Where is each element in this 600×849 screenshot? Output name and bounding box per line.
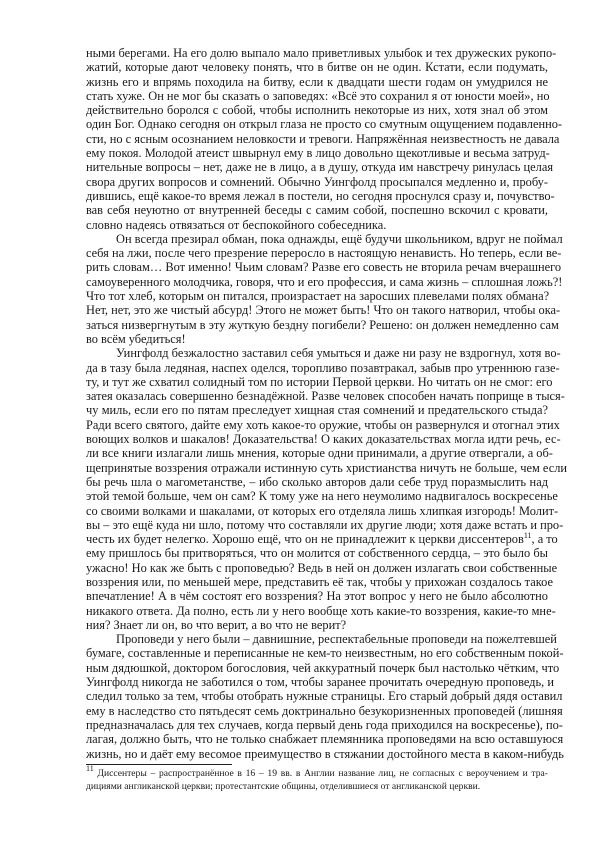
text-line: Ради всего святого, дайте ему хоть какое-то оружие, чтобы он развернулся и отогнал этих bbox=[86, 417, 560, 432]
text-line: рить словам… Вот именно! Чьим словам? Разве его совесть не вторила речам вчерашнего bbox=[86, 260, 562, 275]
text-line: свора других вопросов и сомнений. Обычно Уингфолд просыпался медленно и, пробу- bbox=[86, 174, 548, 189]
text-line: бы речь шла о магометанстве, – ибо сколько авторов дали себе труд поразмыслить над bbox=[86, 474, 548, 489]
text-line: затея оказалась совершенно безнадёжной. Разве человек способен начать поприще в тыся- bbox=[86, 389, 565, 404]
footnote-number: 11 bbox=[86, 764, 94, 773]
footnote bbox=[86, 764, 548, 793]
text-line: предназначалась для тех случаев, когда первый день года приходился на воскресенье), по- bbox=[86, 717, 563, 732]
text-line: воззрения или, по меньшей мере, представить её так, чтобы у прихожан создалось такое bbox=[86, 574, 553, 589]
text-line: воющих волков и шакалов! Доказательства! О каких доказательствах могла идти речь, ес- bbox=[86, 432, 561, 447]
text-line: ему покоя. Молодой атеист швырнул ему в лицо довольно щекотливые и весьма затруд- bbox=[86, 146, 550, 161]
paragraph bbox=[86, 632, 564, 761]
text-line: нительные вопросы – нет, даже не в лицо, а в душу, откуда им навстречу ринулась целая bbox=[86, 160, 554, 175]
text-line bbox=[86, 531, 558, 547]
text-line: себя на лжи, после чего презрение переросло в настоящую ненависть. Но теперь, если ве- bbox=[86, 246, 562, 261]
text-line: ему пришлось бы притворяться, что он молится от собственного сердца, – это было бы bbox=[86, 546, 548, 561]
text-line: ния? Знает ли он, во что верит, а во что не верит? bbox=[86, 617, 347, 632]
text-line: Нет, нет, это же чистый абсурд! Этого не может быть! Что он такого натворил, чтобы ока- bbox=[86, 303, 561, 318]
text-line: ными берегами. На его долю выпало мало приветливых улыбок и тех дружеских рукопо- bbox=[86, 46, 557, 60]
text-line: да в тазу была ледяная, наспех оделся, торопливо позавтракал, забыв про утреннюю газе- bbox=[86, 360, 560, 375]
text-line: лагая, должно быть, что не только снабжает племянника проповедями на всю оставшуюся bbox=[86, 732, 564, 747]
footnote-text: Диссентеры – распространённое в 16 – 19 вв. в Англии название лиц, не согласных с вероучением и тра- bbox=[93, 768, 548, 779]
text-line: чу миль, если его по пятам преследует хищная стая сомнений и предательского стыда? bbox=[86, 403, 548, 418]
body-text bbox=[86, 46, 568, 761]
text-span: честь их будет нелегко. Хорошо ещё, что он не принадлежит к церкви диссентеров bbox=[86, 532, 524, 547]
text-line: впечатление! А в чём состоят его воззрения? На этот вопрос у него не было абсолютно bbox=[86, 589, 548, 604]
text-line: вы – это ещё куда ни шло, потому что составляли их другие люди; хотя даже встать и про- bbox=[86, 517, 564, 532]
text-line: ему в наследство сто пятьдесят семь доктринально безукоризненных проповедей (лишняя bbox=[86, 703, 563, 718]
paragraph bbox=[86, 346, 568, 632]
text-line: один Бог. Однако сегодня он открыл глаза не просто со смутным ощущением подавленно- bbox=[86, 117, 563, 132]
text-line: стать хуже. Он не мог бы сказать о заповедях: «Всё это сохранил я от юности моей», но bbox=[86, 88, 550, 103]
text-line: действительно боролся с собой, чтобы исполнить некоторые из них, хотя знал об этом bbox=[86, 103, 548, 118]
text-line: жизнь, но и даёт ему весомое преимущество в стяжании достойного места в каком-нибудь bbox=[86, 746, 564, 761]
text-line: заться низвергнутым в эту жуткую бездну погибели? Решено: он должен немедленно сам bbox=[86, 317, 559, 332]
text-line: следил только за тем, чтобы отобрать нужные страницы. Его старый добрый дядя оставил bbox=[86, 689, 563, 704]
footnote-line: дициями англиканской церкви; протестантские общины, отделившиеся от англиканской церкви. bbox=[86, 781, 481, 792]
text-line: словно надеясь отвязаться от беспокойного собеседника. bbox=[86, 217, 387, 232]
text-line: ужасно! Но как же быть с проповедью? Ведь в ней он должен излагать свои собственные bbox=[86, 560, 558, 575]
text-line: со своими волками и шакалами, от которых его отделяла лишь хлипкая изгородь! Молит- bbox=[86, 503, 559, 518]
text-line: ли все книги излагали лишь мнения, которые одни принимали, а другие отвергали, а об- bbox=[86, 446, 553, 461]
text-line: во всём убедиться! bbox=[86, 331, 186, 346]
text-line: ту, и тут же схватил солидный том по истории Первой церкви. Но читать он не смог: его bbox=[86, 374, 553, 389]
paragraph bbox=[86, 46, 563, 232]
text-line: Он всегда презирал обман, пока однажды, ещё будучи школьником, вдруг не поймал bbox=[116, 231, 563, 246]
text-line: вав себя неуютно от внутренней беседы с самим собой, поспешно вскочил с кровати, bbox=[86, 203, 548, 218]
footnote-line bbox=[86, 764, 548, 780]
text-line: сти, но с ясным осознанием неловкости и тревоги. Напряжённая неизвестность не давала bbox=[86, 131, 560, 146]
paragraph bbox=[86, 231, 563, 346]
text-line: жизнь его и впрямь походила на битву, если к двадцати шести годам он умудрился не bbox=[86, 74, 548, 89]
text-line: этой темой больше, чем он сам? К тому уже на него неумолимо надвигалось воскресенье bbox=[86, 489, 558, 504]
text-line: бумаге, составленные и переписанные не кем-то неизвестным, но его собственным покой- bbox=[86, 646, 564, 661]
text-line: дившись, ещё какое-то время лежал в постели, но сегодня проснулся сразу и, почувство- bbox=[86, 188, 555, 203]
text-line: Уингфолд никогда не заботился о том, чтобы заранее прочитать очередную проповедь, и bbox=[86, 675, 554, 690]
footnote-reference[interactable]: 11 bbox=[523, 531, 532, 541]
text-line: никакого ответа. Да полно, есть ли у него вообще хоть какие-то воззрения, какие-то мне- bbox=[86, 603, 556, 618]
text-line: самоуверенного молодчика, говоря, что и его профессия, и сама жизнь – сплошная ложь?! bbox=[86, 274, 563, 289]
text-span: , а то bbox=[531, 532, 558, 547]
text-line: Уингфолд безжалостно заставил себя умыться и даже ни разу не вздрогнул, хотя во- bbox=[116, 346, 561, 361]
text-line: Что тот хлеб, которым он питался, произрастает на заросших плевелами полях обмана? bbox=[86, 289, 550, 304]
text-line: Проповеди у него были – давнишние, респектабельные проповеди на пожелтевшей bbox=[116, 632, 557, 647]
footnote-separator bbox=[86, 764, 232, 765]
text-line: щепринятые воззрения отражали истинную суть христианства ничуть не больше, чем если bbox=[86, 460, 568, 475]
text-line: ным дядюшкой, доктором богословия, чей аккуратный почерк был настолько чётким, что bbox=[86, 660, 560, 675]
text-line: жатий, которые дают человеку понять, что в битве он не один. Кстати, если подумать, bbox=[86, 60, 548, 75]
